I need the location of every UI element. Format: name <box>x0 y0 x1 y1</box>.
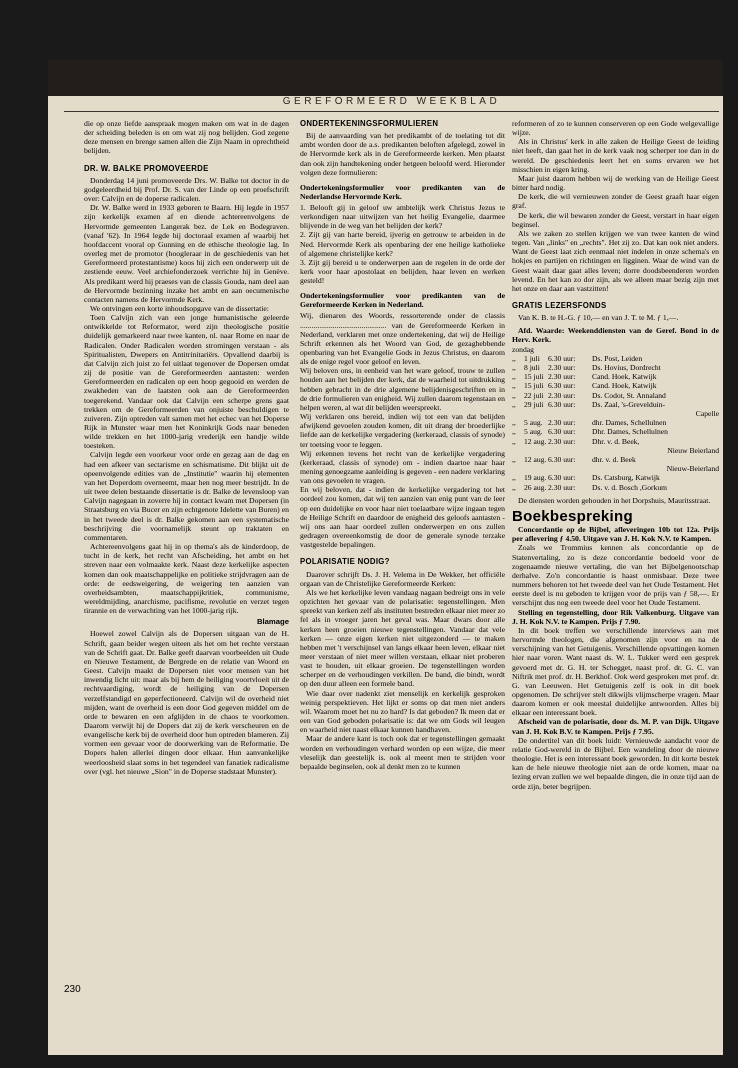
schedule-row <box>512 372 719 381</box>
schedule-date <box>524 409 548 418</box>
ditto-mark: ,, <box>512 363 516 372</box>
subheading: Ondertekeningsformulier voor predikanten van de Gereformeerde Kerken in Nederland. <box>300 291 505 310</box>
service-schedule <box>512 345 719 492</box>
column-3 <box>512 119 719 791</box>
paragraph: Calvijn legde een voorkeur voor orde en gezag aan de dag en had een afkeer van sectarisme en schismatisme. Dit blijkt uit de opeenvolgende edities van de „Institutie" waarin hij elementen van het Doperdom overneemt, maar hen nog meer bestrijdt. In de uit twee delen bestaande dissertatie is dr. Balke de levensloop van Calvijn nagegaan in zoverre hij in contact kwam met Dopersen (in Straatsburg en via Bucer en zijn echtgenote Idelette van Buren) en in het tweede deel is dr. Balke gekomen aan een systematische beschrijving die voornamelijk steunt op traktaten en commentaren. <box>84 450 289 542</box>
schedule-time: 6.30 uur: <box>548 399 576 409</box>
schedule-date <box>524 464 548 473</box>
paragraph: Als we het kerkelijke leven vandaag nagaan bedreigt ons in vele opzichten het gevaar van de polarisatie: tegenstellingen. Men spreekt van kerken zelf als instituten bestreden elkaar niet meer zo fel als in vroeger jaren het geval was. Maar dwars door alle kerken heen groeien nieuwe tegenstellingen. Vandaar dat vele kerken — onze eigen kerken niet uitgezonderd — te maken hebben met 't verschijnsel van langs elkaar heen leven, elkaar niet meer verstaan of niet meer willen verstaan, elkaar niet proberen vast te houden, uit elkaar groeien. De tegenstellingen worden scherper en de verhoudingen verkillen. De band, die bindt, wordt op den duur alleen een formele band. <box>300 587 505 689</box>
schedule-row <box>512 455 719 464</box>
schedule-preacher: Nieuw Beierland <box>667 445 719 455</box>
schedule-date: 12 aug. <box>524 455 547 465</box>
ditto-mark: ,, <box>512 381 516 391</box>
schedule-preacher: Cand. Hoek, Katwijk <box>592 381 657 391</box>
schedule-time: 6.30 uur: <box>548 455 576 465</box>
schedule-time <box>548 409 592 418</box>
schedule-time: 2.30 uur: <box>548 436 576 446</box>
paragraph: Afd. Waarde: Weekenddiensten van de Geref. Bond in de Herv. Kerk. <box>512 326 719 345</box>
schedule-time: 6.30 uur: <box>548 427 576 437</box>
column-1 <box>84 119 289 776</box>
paragraph: Van K. B. te H.-G. ƒ 10,— en van J. T. te M. ƒ 1,—. <box>518 313 679 323</box>
schedule-time: 6.30 uur: <box>548 473 576 483</box>
column-2 <box>300 119 505 771</box>
paragraph: Wij erkennen tevens het recht van de kerkelijke vergadering (kerkeraad, classis of synode) om - indien daartoe naar haar mening genoegzame aanleiding is gegeven - een nadere verklaring van ons gevoelen te vragen. <box>300 448 505 486</box>
paragraph: De kerk, die wil bewaren zonder de Geest, verstart in haar eigen beginsel. <box>512 210 719 229</box>
schedule-row <box>512 391 719 400</box>
paragraph: En wij beloven, dat - indien de kerkelijke vergadering tot het oordeel zou komen, dat wij ten aanzien van enig punt van de leer op een duidelijke en voor haar niet toelaatbare wijze ingaan tegen de Heilige Schrift en daardoor de enigheid des geloofs aantasten - wij ons aan haar oordeel zullen onderwerpen en ons zullen gedragen overeenkomstig de door de generale synode terzake vastgestelde bepalingen. <box>300 485 505 550</box>
ditto-mark: ,, <box>512 390 516 400</box>
schedule-time <box>548 446 592 455</box>
ditto-mark <box>512 464 524 473</box>
schedule-preacher: Ds. Codot, St. Annaland <box>592 390 666 400</box>
schedule-time: 2.30 uur: <box>548 482 576 492</box>
paragraph: In dit boek treffen we verschillende interviews aan met hervormde theologen, die afgenomen zijn voor en na de verschijning van het Getuigenis. Verschillende opvattingen komen hier naar voren. Want naast ds. W. L. Tukker werd een gesprek gevoerd met dr. G. H. ter Schegget, naast prof. dr. G. C. van Niftrik met prof. dr. H. Berkhof. Ook werd gesproken met prof. dr. G. van Leeuwen. Het Getuigenis zelf is ook in dit boek opgenomen. De schrijver stelt dikwijls vlijmscherpe vragen. Maar daarom komen er ook meestal duidelijke antwoorden. Alles bij elkaar een interessant boek. <box>512 625 719 718</box>
schedule-date: 19 aug. <box>524 473 547 483</box>
schedule-preacher: Ds. Zaal, 's-Grevelduin- <box>592 399 666 409</box>
schedule-row <box>512 446 719 455</box>
ditto-mark: ,, <box>512 353 516 363</box>
schedule-preacher: Ds. Hovius, Dordrecht <box>592 363 661 372</box>
schedule-preacher: Dhr. Dames, Schellulnen <box>592 427 668 437</box>
schedule-row <box>512 437 719 446</box>
page-header: GEREFORMEERD WEEKBLAD <box>282 96 501 107</box>
schedule-preacher: Nieuw-Beierland <box>666 464 719 474</box>
paragraph: Donderdag 14 juni promoveerde Drs. W. Balke tot doctor in de godgeleerdheid bij Prof. Dr. S. van der Linde op een proefschrift over: Calvijn en de doperse radicalen. <box>84 175 289 204</box>
schedule-row <box>512 363 719 372</box>
section-heading: DR. W. BALKE PROMOVEERDE <box>84 163 209 173</box>
ditto-mark: ,, <box>512 436 516 446</box>
paragraph: 1. Belooft gij in geloof uw ambtelijk werk Christus Jezus te verkondigen naar uitwijzen van het heilig Evangelie, daarmee blijvende in de weg van het belijden der kerk? <box>300 202 505 231</box>
paragraph: Toen Calvijn zich van een jonge humanistische geleerde ontwikkelde tot Reformator, werd zijn theologische positie duidelijk gemarkeerd naar twee kanten, nl. naar Rome en naar de Radicalen. Onder Radicalen worden stromingen verstaan - als Spiritualisten, Dwepers en Antitrinitariërs. Opvallend daarbij is dat Calvijn zich juist zo fel uitlaat tegenover de Dopersen omdat zij de positie van de Gereformeerden aantasten: werden Gereformeerden en radicalen op een hoop gegooid en werden de zwakheden van de laatsten ook aan de Gereformeerden toegerekend. Vandaar ook dat Calvijn een scherpe grens gaat trekken om de Gereformeerden van onjuiste beschuldigen te zuiveren. Zijn optreden valt samen met het echec van het Doperse Rijk in Munster waar men het Koninkrijk Gods naar beneden wilde trekken en het 1000-jarig vrederijk een handje wilde toesteken. <box>84 313 289 451</box>
schedule-date: 26 aug. <box>524 482 547 492</box>
schedule-row <box>512 464 719 473</box>
schedule-preacher: Capelle <box>695 409 719 419</box>
schedule-date: 22 juli <box>524 390 544 400</box>
schedule-preacher: Dhr. v. d. Beek, <box>592 436 640 446</box>
paragraph: Dr. W. Balke werd in 1933 geboren te Baarn. Hij legde in 1957 zijn kerkelijk examen af en diende achtereenvolgens de Hervormde gemeenten Langerak bez. de Lek en Bodegraven. (vanaf '62). In 1964 legde hij doctoraal examen af waarbij het hoofdaccent vooral op Gunning en de ethische theologie lag. In overleg met de promotor (hoogleraar in de geschiedenis van het Gereformeerd protestantisme) koos hij zich een onderwerp uit de zestiende eeuw. Veel archiefonderzoek verrichte hij in Genève. Als predikant werd hij praeses van de classis Gouda, nam deel aan de Hervormde bezinning inzake het ambt en aan oecumenische contacten namens de Hervormde Kerk. <box>84 203 289 304</box>
schedule-date: 15 juli <box>524 381 544 391</box>
ditto-mark <box>512 409 524 418</box>
schedule-date: 12 aug. <box>524 436 547 446</box>
schedule-date <box>524 446 548 455</box>
schedule-date: 5 aug. <box>524 427 543 437</box>
schedule-row <box>512 427 719 436</box>
schedule-preacher: Ds. Catsburg, Katwijk <box>592 473 660 483</box>
schedule-lead: zondag <box>512 344 534 354</box>
schedule-date: 15 juli <box>524 372 544 382</box>
paragraph: We ontvingen een korte inhoudsopgave van de dissertatie: <box>90 303 269 313</box>
paragraph: Maar juist daarom hebben wij de werking van de Heilige Geest bitter hard nodig. <box>512 173 719 193</box>
paragraph: 3. Zijt gij bereid u te onderwerpen aan de regelen in de orde der kerk voor haar apostolaat en belijden, haar leven en werken gesteld! <box>300 257 505 286</box>
schedule-preacher: dhr. v. d. Beek <box>592 455 636 465</box>
ditto-mark: ,, <box>512 473 516 483</box>
paragraph: reformeren of zo te kunnen conserveren op een Gode welgevallige wijze. <box>512 119 719 138</box>
paragraph: Maar de andere kant is toch ook dat er tegenstellingen gemaakt worden en verhoudingen verhard worden op een wijze, die meer vleselijk dan geestelijk is. ook al meent men te strijden voor bepaalde beginselen, ook al denkt men zo te kunnen <box>300 734 505 771</box>
schedule-date: 29 juli <box>524 399 544 409</box>
paragraph: De ondertitel van dit boek luidt: Vernieuwde aandacht voor de relatie God-wereld in de Bijbel. Een wandeling door de nieuwe theologie. Het is een interessant boek geworden. In dit korte bestek kan de hele nieuwe theologie niet aan de orde komen, maar na lezing ervan zullen we wel bepaalde dingen, die in onze tijd aan de orde zijn, beter begrijpen. <box>512 735 719 791</box>
paragraph: die op onze liefde aanspraak mogen maken om wat in de dagen der scheiding beleden is en om wat zij nog belijden. God zegene deze mensen en brenge samen allen die Zijn Naam in oprechtheid belijden. <box>84 119 289 156</box>
paragraph: Zoals we Trommius kennen als concordantie op de Statenvertaling, zo is deze concordantie bedoeld voor de zogenaamde nieuwe vertaling, die van het Bijbelgenootschap derhalve. Zo'n concordantie is haast onmisbaar. Deze twee nummers behoren tot het tweede deel van het Oude Testament. Het eerste deel is nu geboden te krijgen voor de prijs van ƒ 58,—. Er verschijnt dus nog een tweede deel voor het Oude Testament. <box>512 543 719 608</box>
paragraph: Als in Christus' kerk in alle zaken de Heilige Geest de leiding niet heeft, dan gaat het in de kerk vaak nog scherper toe dan in de wereld. De geschiedenis leert het en soms ervaren we het misschien in eigen kring. <box>512 137 719 174</box>
header-rule <box>64 111 719 112</box>
paragraph: 2. Zijt gij van harte bereid, ijverig en getrouw te arbeiden in de Ned. Hervormde Kerk als openbaring der ene heilige katholieke of algemene christelijke kerk? <box>300 230 505 258</box>
top-scan-band <box>48 60 723 96</box>
ditto-mark: ,, <box>512 399 516 409</box>
schedule-row <box>512 354 719 363</box>
schedule-time: 2.30 uur: <box>548 363 576 372</box>
schedule-date: 1 juli <box>524 353 540 363</box>
schedule-preacher: Cand. Hoek, Katwijk <box>592 372 657 382</box>
schedule-date: 8 juli <box>524 363 540 372</box>
schedule-row <box>512 418 719 427</box>
paragraph: Wij, dienaren des Woords, ressorterende onder de classis ............................................. van de Gereformeerde Kerken in Nederland, verklaren met onze ondertekening, dat wij de Heilige Schrift erkennen als het Woord van God, de gezaghebbende openbaring van het Evangelie Gods in Jezus Christus, en daarom als de enige regel voor geloof en leven. <box>300 311 505 367</box>
section-heading: ONDERTEKENINGSFORMULIEREN <box>300 119 439 128</box>
paragraph: Wij beloven ons, in eenheid van het ware geloof, trouw te zullen houden aan het belijden der kerk, dat de waarheid tot uitdrukking hebben gebracht in de drie algemene belijdenisgeschriften en in de drie formulieren van enigheid. Wij zullen daarom tegenstaan en helpen weren, al wat dit belijden weerspreekt. <box>300 366 505 412</box>
book-review-heading: Boekbespreking <box>512 508 633 525</box>
schedule-preacher: Ds. Post, Leiden <box>592 353 643 363</box>
schedule-time: 2.30 uur: <box>548 390 576 400</box>
schedule-row <box>512 473 719 482</box>
schedule-time: 2.30 uur: <box>548 418 576 428</box>
schedule-row <box>512 381 719 390</box>
ditto-mark: ,, <box>512 427 516 437</box>
ditto-mark: ,, <box>512 372 516 382</box>
schedule-time: 6.30 uur: <box>548 353 576 363</box>
book-title: Afscheid van de polarisatie, door ds. M. P. van Dijk. Uitgave van J. H. Kok B.V. te Kampen. Prijs ƒ 7.95. <box>512 717 719 736</box>
subheading: Blamage <box>256 617 289 627</box>
book-title: Stelling en tegenstelling, door Rik Valkenburg. Uitgave van J. H. Kok N.V. te Kampen. Prijs ƒ 7.90. <box>512 607 719 626</box>
book-title: Concordantie op de Bijbel, afleveringen 10b tot 12a. Prijs per aflevering ƒ 4.50. Uitgave van J. H. Kok N.V. te Kampen. <box>512 525 719 544</box>
paragraph: Hoewel zowel Calvijn als de Dopersen uitgaan van de H. Schrift, gaan beider wegen uiteen als het om het rechte verstaan van de Schrift gaat. Dr. Balke geeft daarvan voorbeelden uit Oude en Nieuwe Testament, de Bergrede en de relatie van Woord en Geest. Calvijn maakt de Dopersen niet voor mensen van het inwendig licht uit: maar als bij hem de heiliging voortvloeit uit de rechtvaardiging, wordt de heiliging van de Dopersen verzelfstandigd en geperfectioneerd. Calvijn wil de overheid niet mijden, want de overheid is een door God gegeven middel om de orde te bewaren en een afglijden in de chaos te voorkomen. Daarom verwijt hij de Dopers dat zij de kerk verscheuren en de evangelische kerk bij de overheid door hun optreden blameren. Zij vormen een gevaar voor de doorwerking van de Reformatie. De Dopers halen allerlei dingen door elkaar. Hun aanvankelijke weerloosheid slaat soms in het tegendeel van fanatiek radicalisme over (vgl. het nieuwe „Sion" in de Doperse stadstaat Munster). <box>84 629 289 776</box>
ditto-mark: ,, <box>512 482 516 492</box>
paragraph: Bij de aanvaarding van het predikambt of de toelating tot dit ambt worden door de a.s. predikanten beloften afgelegd, zowel in de Hervormde kerk als in de Gereformeerde kerken. Men plaatst dan ook zijn handtekening onder hetgeen beloofd werd. Hieronder volgen deze formulieren: <box>300 131 505 177</box>
paragraph: Wie daar over nadenkt ziet menselijk en kerkelijk gesproken weinig perspektieven. Het lijkt er soms op dat men niet anders wil. Waarom moet het nu zo hard? Is dat geboden? Ik meen dat er een van God geboden polarisatie is: dat we om Gods wil leugen en waarheid niet naast elkaar kunnen handhaven. <box>300 688 505 735</box>
section-heading: POLARISATIE NODIG? <box>300 557 390 567</box>
ditto-mark: ,, <box>512 418 516 428</box>
schedule-preacher: Ds. v. d. Bosch ,Gorkum <box>592 482 668 492</box>
paragraph: De diensten worden gehouden in het Dorpshuis, Mauritsstraat. <box>518 495 711 505</box>
paragraph: Wij verklaren ons bereid, indien wij tot een van dat belijden afwijkend gevoelen zouden komen, dit uit drang der broederlijke liefde aan de kerkelijke vergadering (kerkeraad, classis of synode) ter toetsing voor te leggen. <box>300 412 505 449</box>
subheading: Ondertekeningsformulier voor predikanten van de Nederlandse Hervormde Kerk. <box>300 182 505 201</box>
section-heading: GRATIS LEZERSFONDS <box>512 300 607 310</box>
page-number: 230 <box>64 984 81 995</box>
schedule-time <box>548 464 592 473</box>
schedule-row <box>512 483 719 492</box>
paragraph: De kerk, die wil vernieuwen zonder de Geest graaft haar eigen graf. <box>512 192 719 211</box>
schedule-row <box>512 409 719 418</box>
paragraph: Daarover schrijft Ds. J. H. Velema in De Wekker, het officiële orgaan van de Christelijke Gereformeerde Kerken: <box>300 569 505 588</box>
schedule-row <box>512 400 719 409</box>
schedule-date: 5 aug. <box>524 418 543 428</box>
ditto-mark <box>512 446 524 455</box>
schedule-time: 6.30 uur: <box>548 381 576 391</box>
paragraph: Achtereenvolgens gaat hij in op thema's als de kinderdoop, de tucht in de kerk, het recht van Afscheiding, het ambt en het streven naar een volmaakte kerk. Naast deze kerkelijke aspecten komen dan ook maatschappelijke en politieke strijdvragen aan de orde: de eedsweigering, de weigering ten aanzien van overheidsambten, maatschappijkritiek, communisme, wereldmijding, anarchisme, pacifisme, revolutie en verzet tegen tirannie en de verwachting van het 1000-jarig rijk. <box>84 542 289 616</box>
schedule-preacher: dhr. Dames, Schellulnen <box>592 418 667 428</box>
paragraph: Als we zaken zo stellen krijgen we van twee kanten de wind tegen. Van „links" en „rechts". Het zij zo. Dat kan ook niet anders. Want de Geest laat zich eenmaal niet indelen in onze schema's en hokjes en partijen en richtingen en ligginen. Waar de wind van de Geest waait daar gaat alles leven; dorre doodsbeenderen worden levend. En het kan zo dor zijn, als we alleen maar bezig zijn met het onze en daar aan vastzitten! <box>512 228 719 293</box>
schedule-time: 2.30 uur: <box>548 372 576 382</box>
ditto-mark: ,, <box>512 455 516 465</box>
